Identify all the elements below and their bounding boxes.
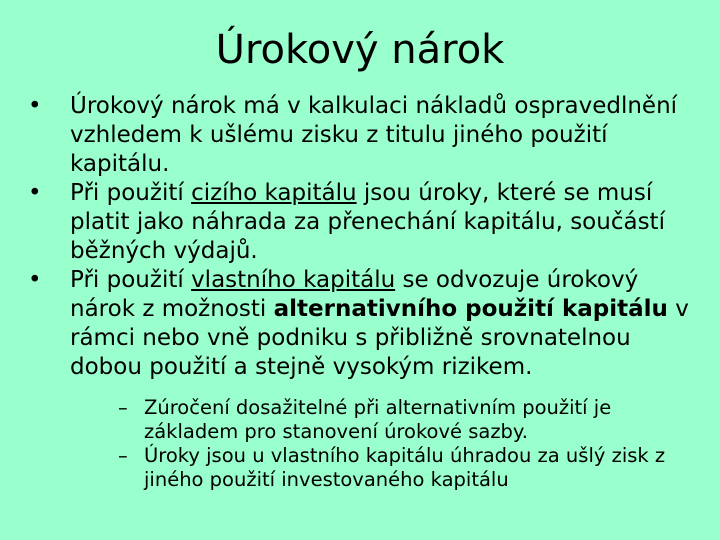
bullet-item-3 <box>28 266 700 492</box>
bullet-item-1 <box>28 92 700 179</box>
bullet-icon: • <box>28 267 42 293</box>
underlined-term-foreign-capital: cizího kapitálu <box>191 180 357 206</box>
sub-bullet-text-2: Úroky jsou u vlastního kapitálu úhradou za ušlý zisk z jiného použití investovaného kapitálu <box>144 444 666 491</box>
slide-title: Úrokový nárok <box>215 27 505 73</box>
bold-term-alternative-use: alternativního použití kapitálu <box>273 296 668 322</box>
sub-bullet-item-2 <box>118 444 700 492</box>
sub-bullet-text-1: Zúročení dosažitelné při alternativním použití je základem pro stanovení úrokové sazby. <box>144 396 612 443</box>
bullet-text-1: Úrokový nárok má v kalkulaci nákladů ospravedlnění vzhledem k ušlému zisku z titulu jiného použití kapitálu. <box>70 93 678 177</box>
bullet-text-3-middle: se odvozuje úrokový nárok z možnosti <box>70 267 639 322</box>
sub-bullet-list <box>118 396 700 492</box>
bullet-icon: • <box>28 93 42 119</box>
bullet-text-3-after: v rámci nebo vně podniku s přibližně srovnatelnou dobou použití a stejně vysokým rizikem. <box>70 296 689 380</box>
bullet-icon: • <box>28 180 42 206</box>
bullet-text-2-after: jsou úroky, které se musí platit jako náhrada za přenechání kapitálu, součástí běžných výdajů. <box>70 180 665 264</box>
bullet-item-2 <box>28 179 700 266</box>
sub-bullet-item-1 <box>118 396 700 444</box>
bullet-text-3-before: Při použití <box>70 267 192 293</box>
dash-icon: – <box>118 396 128 419</box>
bullet-text-2-before: Při použití <box>70 180 192 206</box>
bullet-list <box>28 92 700 492</box>
underlined-term-own-capital: vlastního kapitálu <box>191 267 396 293</box>
dash-icon: – <box>118 444 128 467</box>
slide-body <box>28 92 700 492</box>
